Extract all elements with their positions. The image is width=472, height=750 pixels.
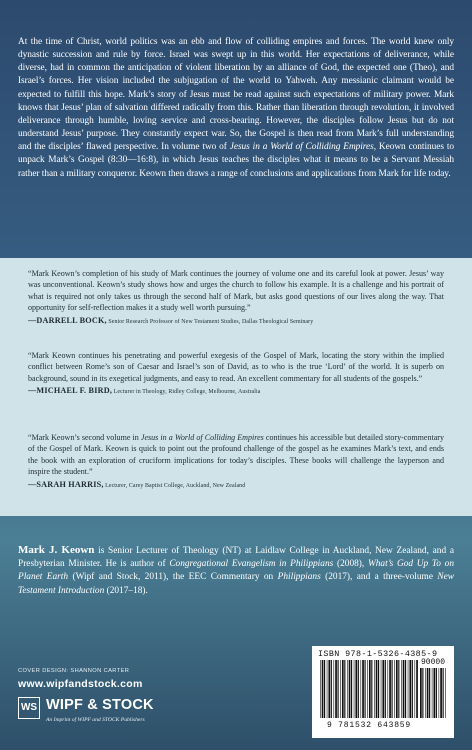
endorsement-quote: “Mark Keown continues his penetrating and powerful exegesis of the Gospel of Mark, locating the story within the implied conflict between Rome’s son of Caesar and Israel’s son of David, as to who is the true ‘Lord’ of the world. It is superb on background, sound in its exegetical judgments, and easy to read. An excellent commentary for all students of the gospels.” [28, 351, 444, 383]
endorsement-quote: “Mark Keown’s completion of his study of Mark continues the journey of volume one and its careful look at power. Jesus’ way was unconventional. Keown’s study shows how and urges the church to follow his example. It is a challenge and his portrait of what is required not only takes us through the second half of Mark, but asks good questions of our lives along the way. That opportunity for self-reflection makes it a study well worth pursuing.” [28, 269, 444, 313]
endorsement-quote [28, 432, 444, 478]
book-title: What’s God Up To on Planet Earth [18, 559, 454, 583]
quote-text-end: continues his accessible but detailed story-commentary of the Gospel of Mark. Keown is quick to point out the profound challenge of the gospel as he examines Mark’s text, and ends the book with an exploration of cruciform implications for today’s disciples. These books will challenge the layperson and inspire the student.” [28, 433, 444, 477]
bio-text: is Senior Lecturer of Theology (NT) at Laidlaw College in Auckland, New Zealand, and a Presbyterian Minister. He is author of [18, 546, 454, 570]
publisher-name: WIPF & STOCK [46, 697, 154, 713]
description-text: At the time of Christ, world politics was an ebb and flow of colliding empires and forces. The world knew only dynastic succession and rule by force. Israel was swept up in this world. Her expectations of deliverance, while diverse, had in common the anticipation of violent liberation by an alliance of God, the expected one (Theo), and Israel’s forces. Her vision included the subjugation of the world to Yahweh. Any messianic claimant would be expected to fulfill this hope. Mark’s story of Jesus must be read against such expectations of military power. Mark knows that Jesus’ plan of salvation differed radically from this. Rather than liberation through revolution, it involved deliverance through humble, loving service and cross-bearing. However, the disciples follow Jesus but do not understand Jesus’ purpose. They constantly expect war. So, the Gospel is then read from Mark’s full understanding and the disciples’ flawed perspective. In volume two of [18, 37, 454, 153]
bio-text: (2017), and a three-volume [320, 572, 438, 583]
description-text-end: Keown continues to unpack Mark’s Gospel (8:30—16:8), in which Jesus teaches the disciples what it means to be a Servant Messiah rather than a military conqueror. Keown then draws a range of conclusions and applications from Mark for life today. [18, 142, 455, 179]
author-bio [18, 544, 454, 598]
publisher-url[interactable]: www.wipfandstock.com [18, 678, 143, 690]
ean-number: 9 781532 643859 [326, 721, 411, 730]
book-title: Congregational Evangelism in Philippians [169, 559, 334, 570]
endorser-name: —SARAH HARRIS, [28, 479, 104, 489]
series-title: Jesus in a World of Colliding Empires, [229, 142, 377, 153]
endorser-name: —DARRELL BOCK, [28, 315, 107, 325]
quote-book-title: Jesus in a World of Colliding Empires [140, 433, 264, 442]
price-addon-number: 90000 [420, 658, 445, 667]
endorser-role: Lecturer, Carey Baptist College, Auckland, New Zealand [103, 482, 246, 489]
endorsement-attribution [28, 385, 444, 398]
endorser-name: —MICHAEL F. BIRD, [28, 386, 113, 396]
isbn-number: ISBN 978-1-5326-4385-9 [318, 649, 438, 659]
endorsement-bock [28, 268, 444, 328]
endorsement-attribution [28, 315, 444, 328]
book-title: Philippians [277, 572, 321, 583]
bio-text: (2017–18). [104, 585, 148, 596]
addon-barcode-bars [420, 668, 448, 718]
publisher-logo-icon: WS [18, 697, 40, 719]
endorser-role: Senior Research Professor of New Testament Studies, Dallas Theological Seminary [106, 318, 314, 325]
bio-text: (Wipf and Stock, 2011), the EEC Commentary on [68, 572, 278, 583]
bio-text: (2008), [333, 559, 368, 570]
book-title: New Testament Introduction [18, 572, 454, 596]
endorser-role: Lecturer in Theology, Ridley College, Melbourne, Australia [112, 389, 261, 396]
endorsement-harris [28, 432, 444, 492]
endorsement-bird [28, 350, 444, 399]
book-description [18, 36, 454, 181]
cover-design-credit: COVER DESIGN: SHANNON CARTER [18, 668, 130, 674]
publisher-logo [18, 695, 218, 731]
description-paragraph [18, 36, 454, 181]
author-name: Mark J. Keown [18, 544, 95, 556]
ean-barcode-bars [320, 660, 418, 718]
publisher-imprint-line: An Imprint of WIPF and STOCK Publishers [46, 717, 145, 723]
endorsement-attribution [28, 479, 444, 492]
author-bio-paragraph [18, 544, 454, 598]
quote-text: “Mark Keown’s second volume in [28, 433, 141, 442]
isbn-barcode [312, 646, 454, 738]
